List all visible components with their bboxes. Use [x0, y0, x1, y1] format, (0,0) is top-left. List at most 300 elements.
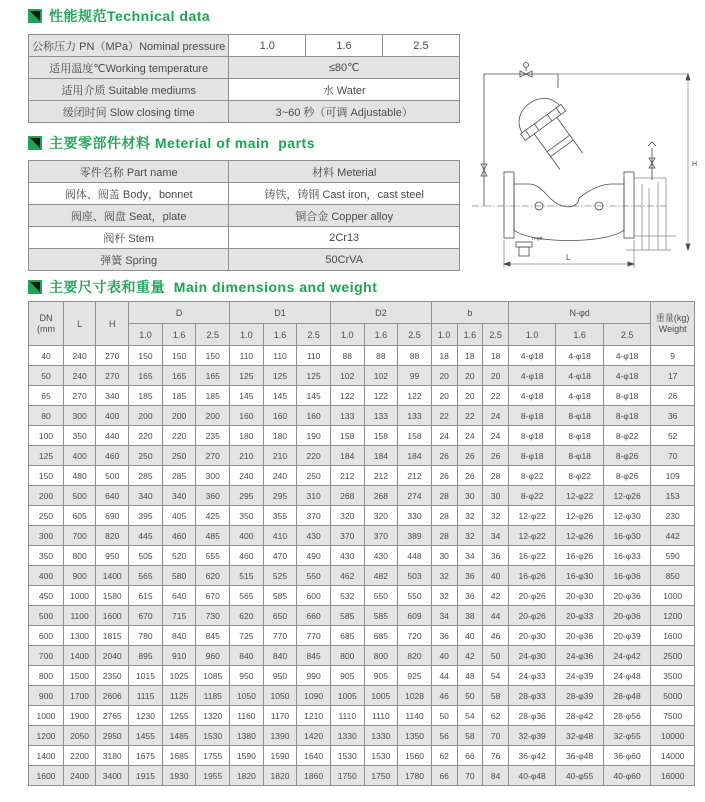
dimension-cell: 505: [129, 546, 163, 566]
dimension-row: [29, 726, 695, 746]
row-value: 水 Water: [229, 79, 460, 101]
pressure-header: 2.5: [297, 324, 331, 346]
dimension-cell: 532: [330, 586, 364, 606]
dimension-cell: 910: [162, 646, 196, 666]
dimension-cell: 4-φ18: [556, 346, 603, 366]
dimension-cell: 5000: [651, 686, 695, 706]
dimension-cell: 34: [457, 546, 483, 566]
dimension-cell: 1750: [330, 766, 364, 786]
dimension-cell: 20-φ26: [508, 586, 555, 606]
dimension-cell: 52: [651, 426, 695, 446]
dimension-cell: 24: [483, 406, 509, 426]
dimension-cell: 30: [431, 546, 457, 566]
dimension-cell: 20-φ39: [603, 626, 650, 646]
header-text: (mm: [36, 323, 55, 334]
dimension-cell: 450: [29, 586, 64, 606]
dimension-cell: 340: [96, 386, 129, 406]
technical-data-table: [28, 34, 460, 123]
dimension-cell: 8-φ18: [508, 406, 555, 426]
dimension-cell: 1115: [129, 686, 163, 706]
dimension-cell: 400: [29, 566, 64, 586]
dimension-cell: 200: [129, 406, 163, 426]
pressure-header: 2.5: [483, 324, 509, 346]
dimension-cell: 1675: [129, 746, 163, 766]
dimension-cell: 10000: [651, 726, 695, 746]
dimension-cell: 125: [263, 366, 297, 386]
dimension-cell: 150: [162, 346, 196, 366]
dimension-cell: 445: [129, 526, 163, 546]
dimension-cell: 1380: [230, 726, 264, 746]
dimension-cell: 50: [483, 646, 509, 666]
dimension-cell: 355: [263, 506, 297, 526]
dimension-cell: 28: [431, 526, 457, 546]
dimension-cell: 80: [29, 406, 64, 426]
dimension-cell: 1600: [96, 606, 129, 626]
dimension-cell: 36: [457, 586, 483, 606]
dimension-cell: 615: [129, 586, 163, 606]
dimension-cell: 40: [29, 346, 64, 366]
dimension-cell: 24: [431, 426, 457, 446]
dimension-cell: 350: [29, 546, 64, 566]
dimension-cell: 1300: [63, 626, 95, 646]
dimension-row: [29, 746, 695, 766]
table-header-row: [29, 161, 460, 183]
dimension-cell: 102: [364, 366, 398, 386]
dimension-cell: 184: [330, 446, 364, 466]
column-header-dn: [29, 302, 64, 346]
dimension-cell: 70: [457, 766, 483, 786]
dimension-row: [29, 486, 695, 506]
dimension-cell: 1390: [263, 726, 297, 746]
dimension-cell: 460: [96, 446, 129, 466]
dimension-cell: 40: [431, 646, 457, 666]
dimension-cell: 8-φ22: [508, 486, 555, 506]
dimension-cell: 4-φ18: [508, 346, 555, 366]
dimension-cell: 22: [483, 386, 509, 406]
dimension-cell: 1600: [29, 766, 64, 786]
dimension-cell: 250: [162, 446, 196, 466]
dimension-cell: 1750: [364, 766, 398, 786]
dimension-cell: 3400: [96, 766, 129, 786]
dimension-cell: 32-φ39: [508, 726, 555, 746]
dimension-cell: 165: [162, 366, 196, 386]
dimension-cell: 250: [129, 446, 163, 466]
dimension-cell: 20-φ36: [603, 586, 650, 606]
dimension-cell: 16-φ26: [556, 546, 603, 566]
dimension-cell: 605: [63, 506, 95, 526]
dimension-cell: 34: [431, 606, 457, 626]
dimension-cell: 340: [162, 486, 196, 506]
dimension-cell: 1400: [63, 646, 95, 666]
dimension-cell: 360: [196, 486, 230, 506]
dimension-cell: 28-φ39: [556, 686, 603, 706]
dimension-cell: 24-φ36: [556, 646, 603, 666]
dimension-cell: 110: [297, 346, 331, 366]
dimension-cell: 700: [29, 646, 64, 666]
part-name: 弹簧 Spring: [29, 249, 229, 271]
dimension-row: [29, 706, 695, 726]
dimension-cell: 300: [196, 466, 230, 486]
dimension-cell: 950: [96, 546, 129, 566]
dimension-cell: 24-φ39: [556, 666, 603, 686]
dimension-cell: 950: [263, 666, 297, 686]
dimension-cell: 26: [483, 446, 509, 466]
dimension-cell: 32: [431, 586, 457, 606]
dimension-cell: 109: [651, 466, 695, 486]
dimension-cell: 670: [196, 586, 230, 606]
dimension-cell: 840: [263, 646, 297, 666]
dimension-row: [29, 566, 695, 586]
dimension-cell: 1110: [364, 706, 398, 726]
dimension-cell: 585: [263, 586, 297, 606]
dimension-cell: 40: [457, 626, 483, 646]
dimension-cell: 2500: [651, 646, 695, 666]
dimension-cell: 36-φ48: [556, 746, 603, 766]
dimension-cell: 310: [297, 486, 331, 506]
dimension-cell: 330: [398, 506, 432, 526]
pressure-value: 1.6: [306, 35, 383, 57]
dimension-cell: 268: [330, 486, 364, 506]
dimension-cell: 685: [330, 626, 364, 646]
dimension-cell: 925: [398, 666, 432, 686]
dimension-cell: 42: [457, 646, 483, 666]
dimension-cell: 480: [63, 466, 95, 486]
dimension-cell: 66: [457, 746, 483, 766]
dimension-cell: 32: [431, 566, 457, 586]
dimension-cell: 180: [230, 426, 264, 446]
pressure-header: 1.6: [162, 324, 196, 346]
dimension-cell: 158: [330, 426, 364, 446]
dimension-cell: 16000: [651, 766, 695, 786]
dimension-cell: 54: [457, 706, 483, 726]
dimension-cell: 184: [398, 446, 432, 466]
dimension-cell: 430: [330, 546, 364, 566]
dimension-cell: 40-φ48: [508, 766, 555, 786]
dimension-cell: 184: [364, 446, 398, 466]
dimension-cell: 1955: [196, 766, 230, 786]
dimension-cell: 730: [196, 606, 230, 626]
dimension-cell: 150: [196, 346, 230, 366]
dimension-cell: 1580: [96, 586, 129, 606]
dimension-cell: 1025: [162, 666, 196, 686]
dimension-cell: 190: [297, 426, 331, 446]
dimension-cell: 16-φ30: [603, 526, 650, 546]
dimension-cell: 212: [364, 466, 398, 486]
table-row: [29, 249, 460, 271]
dimension-cell: 66: [431, 766, 457, 786]
dimension-cell: 12-φ22: [508, 506, 555, 526]
column-header-nd: N-φd: [508, 302, 650, 324]
dimension-cell: 28: [431, 506, 457, 526]
dimension-row: [29, 466, 695, 486]
dimension-cell: 845: [297, 646, 331, 666]
dimension-cell: 1400: [29, 746, 64, 766]
dimension-cell: 100: [29, 426, 64, 446]
dimension-cell: 145: [230, 386, 264, 406]
dimension-cell: 150: [29, 466, 64, 486]
dimension-cell: 482: [364, 566, 398, 586]
table-row: [29, 57, 460, 79]
dimension-cell: 133: [330, 406, 364, 426]
dimension-cell: 1860: [297, 766, 331, 786]
dimension-cell: 32-φ48: [556, 726, 603, 746]
dimension-cell: 840: [230, 646, 264, 666]
header-text: DN: [39, 313, 53, 324]
dimension-cell: 20-φ33: [556, 606, 603, 626]
dimension-cell: 50: [431, 706, 457, 726]
row-label: 公称压力 PN（MPa）Nominal pressure: [29, 35, 229, 57]
dimension-cell: 26: [651, 386, 695, 406]
dimension-cell: 895: [129, 646, 163, 666]
dimension-cell: 1330: [364, 726, 398, 746]
dimension-cell: 8-φ22: [556, 466, 603, 486]
dimension-cell: 145: [263, 386, 297, 406]
dimension-cell: 600: [29, 626, 64, 646]
dimension-cell: 350: [230, 506, 264, 526]
table-row: [29, 35, 460, 57]
dimension-cell: 17: [651, 366, 695, 386]
dimension-cell: 99: [398, 366, 432, 386]
dimension-cell: 650: [263, 606, 297, 626]
dimension-cell: 1815: [96, 626, 129, 646]
dimension-cell: 770: [297, 626, 331, 646]
dimension-cell: 20-φ30: [508, 626, 555, 646]
part-material: 铜合金 Copper alloy: [229, 205, 460, 227]
dimension-cell: 270: [96, 366, 129, 386]
pressure-header: 1.0: [330, 324, 364, 346]
column-header-l: L: [63, 302, 95, 346]
part-material: 50CrVA: [229, 249, 460, 271]
part-material: 铸铁，铸钢 Cast iron，cast steel: [229, 183, 460, 205]
dimension-cell: 34: [483, 526, 509, 546]
dimension-cell: 122: [364, 386, 398, 406]
pressure-header: 2.5: [196, 324, 230, 346]
dimension-cell: 16-φ33: [603, 546, 650, 566]
dimension-cell: 24: [483, 426, 509, 446]
dimension-cell: 1125: [162, 686, 196, 706]
dimension-cell: 515: [230, 566, 264, 586]
dimension-row: [29, 606, 695, 626]
dimension-cell: 500: [29, 606, 64, 626]
dimension-cell: 28-φ56: [603, 706, 650, 726]
dimension-cell: 36: [457, 566, 483, 586]
dimension-cell: 24: [457, 426, 483, 446]
dimension-cell: 28: [431, 486, 457, 506]
dimension-cell: 270: [63, 386, 95, 406]
dimension-cell: 46: [483, 626, 509, 646]
dimension-cell: 320: [364, 506, 398, 526]
dimension-cell: 1530: [364, 746, 398, 766]
dimension-cell: 274: [398, 486, 432, 506]
part-name: 阀座、阀盘 Seat，plate: [29, 205, 229, 227]
dimension-cell: 58: [457, 726, 483, 746]
section-bullet-icon: [28, 280, 42, 294]
pressure-header: 1.0: [129, 324, 163, 346]
dimension-cell: 2950: [96, 726, 129, 746]
dimension-cell: 185: [129, 386, 163, 406]
dimension-cell: 26: [431, 446, 457, 466]
dimension-row: [29, 646, 695, 666]
section-title-materials: [28, 133, 315, 153]
dimension-cell: 850: [651, 566, 695, 586]
dimension-row: [29, 386, 695, 406]
dimension-cell: 1820: [230, 766, 264, 786]
dimension-cell: 770: [263, 626, 297, 646]
section-title-dimensions: [28, 277, 377, 297]
dimension-cell: 1050: [230, 686, 264, 706]
dimension-cell: 20: [431, 386, 457, 406]
dimension-cell: 42: [483, 586, 509, 606]
dimension-cell: 800: [330, 646, 364, 666]
dimension-row: [29, 666, 695, 686]
dimension-cell: 210: [230, 446, 264, 466]
dimension-cell: 4-φ18: [508, 386, 555, 406]
dimension-cell: 1700: [63, 686, 95, 706]
dimension-cell: 8-φ18: [556, 446, 603, 466]
dimension-cell: 20: [483, 366, 509, 386]
dimension-cell: 48: [457, 666, 483, 686]
dimension-cell: 555: [196, 546, 230, 566]
dimension-row: [29, 426, 695, 446]
dimension-cell: 54: [483, 666, 509, 686]
dimension-cell: 4-φ18: [508, 366, 555, 386]
pressure-value: 2.5: [382, 35, 459, 57]
dimension-cell: 1590: [230, 746, 264, 766]
dimension-cell: 24-φ30: [508, 646, 555, 666]
dimension-cell: 24-φ48: [603, 666, 650, 686]
dimension-cell: 1015: [129, 666, 163, 686]
dimension-cell: 200: [162, 406, 196, 426]
dimension-cell: 16-φ30: [556, 566, 603, 586]
dimension-cell: 905: [330, 666, 364, 686]
table-row: [29, 183, 460, 205]
dimension-cell: 1000: [63, 586, 95, 606]
dimension-cell: 210: [263, 446, 297, 466]
dimension-cell: 460: [162, 526, 196, 546]
dimension-cell: 620: [196, 566, 230, 586]
dimension-cell: 62: [483, 706, 509, 726]
dimension-cell: 550: [398, 586, 432, 606]
dimension-cell: 16-φ22: [508, 546, 555, 566]
dimension-cell: 250: [29, 506, 64, 526]
dimension-cell: 50: [457, 686, 483, 706]
dimension-cell: 1100: [63, 606, 95, 626]
dimension-cell: 685: [364, 626, 398, 646]
dimension-cell: 550: [364, 586, 398, 606]
dimension-row: [29, 686, 695, 706]
dimension-cell: 1255: [162, 706, 196, 726]
dimension-cell: 32-φ55: [603, 726, 650, 746]
dimension-cell: 1005: [330, 686, 364, 706]
column-header-h: H: [96, 302, 129, 346]
dimension-cell: 24-φ42: [603, 646, 650, 666]
dimension-cell: 88: [330, 346, 364, 366]
dimension-cell: 185: [162, 386, 196, 406]
dimension-cell: 600: [297, 586, 331, 606]
dimension-cell: 800: [63, 546, 95, 566]
dimension-cell: 2606: [96, 686, 129, 706]
dimension-cell: 20-φ36: [603, 606, 650, 626]
dimension-cell: 720: [398, 626, 432, 646]
dimension-cell: 65: [29, 386, 64, 406]
dimension-cell: 12-φ26: [603, 486, 650, 506]
dimension-cell: 24-φ33: [508, 666, 555, 686]
dimension-cell: 30: [457, 486, 483, 506]
dimension-cell: 4-φ18: [603, 366, 650, 386]
dimension-cell: 1350: [398, 726, 432, 746]
dimension-cell: 1590: [263, 746, 297, 766]
dimension-cell: 900: [63, 566, 95, 586]
pressure-header: 1.0: [230, 324, 264, 346]
dimension-cell: 8-φ26: [603, 446, 650, 466]
column-header-d1: D1: [230, 302, 331, 324]
dimension-cell: 240: [230, 466, 264, 486]
dimension-cell: 70: [651, 446, 695, 466]
dimension-cell: 12-φ30: [603, 506, 650, 526]
dimension-cell: 1485: [162, 726, 196, 746]
dimension-cell: 220: [129, 426, 163, 446]
dimension-cell: 440: [96, 426, 129, 446]
section-title-text: 主要零部件材料 Meterial of main parts: [49, 135, 315, 151]
dimension-cell: 370: [330, 526, 364, 546]
dimension-row: [29, 626, 695, 646]
dimension-cell: 990: [297, 666, 331, 686]
dimension-cell: 370: [364, 526, 398, 546]
dimension-cell: 1185: [196, 686, 230, 706]
column-header-weight: [651, 302, 695, 346]
dimension-cell: 4-φ18: [556, 386, 603, 406]
dimension-cell: 28-φ36: [508, 706, 555, 726]
dimension-cell: 22: [457, 406, 483, 426]
dimension-cell: 2050: [63, 726, 95, 746]
dimension-cell: 395: [129, 506, 163, 526]
dimension-cell: 150: [129, 346, 163, 366]
pressure-header: 1.6: [364, 324, 398, 346]
pressure-header: 1.6: [457, 324, 483, 346]
dimension-cell: 12-φ22: [508, 526, 555, 546]
dimension-cell: 125: [297, 366, 331, 386]
dimension-cell: 7500: [651, 706, 695, 726]
dimension-cell: 585: [330, 606, 364, 626]
dimension-cell: 220: [297, 446, 331, 466]
dimension-cell: 9: [651, 346, 695, 366]
dimension-cell: 270: [196, 446, 230, 466]
dimension-cell: 36: [431, 626, 457, 646]
dimension-label-l: L: [566, 253, 571, 262]
dimension-cell: 28-φ33: [508, 686, 555, 706]
section-bullet-icon: [28, 9, 42, 23]
dimension-cell: 102: [330, 366, 364, 386]
table-row: [29, 79, 460, 101]
dimension-cell: 110: [263, 346, 297, 366]
dimension-cell: 430: [364, 546, 398, 566]
dimension-cell: 690: [96, 506, 129, 526]
dimension-cell: 122: [330, 386, 364, 406]
dimension-cell: 1330: [330, 726, 364, 746]
dimension-cell: 1090: [297, 686, 331, 706]
dimension-cell: 300: [63, 406, 95, 426]
materials-table: [28, 160, 460, 271]
dimension-cell: 400: [96, 406, 129, 426]
dimension-cell: 389: [398, 526, 432, 546]
dimension-cell: 1200: [651, 606, 695, 626]
dimension-cell: 340: [129, 486, 163, 506]
dimension-cell: 40-φ60: [603, 766, 650, 786]
dimension-cell: 400: [63, 446, 95, 466]
row-label: 适用介质 Suitable mediums: [29, 79, 229, 101]
dimension-cell: 503: [398, 566, 432, 586]
dimension-cell: 18: [457, 346, 483, 366]
